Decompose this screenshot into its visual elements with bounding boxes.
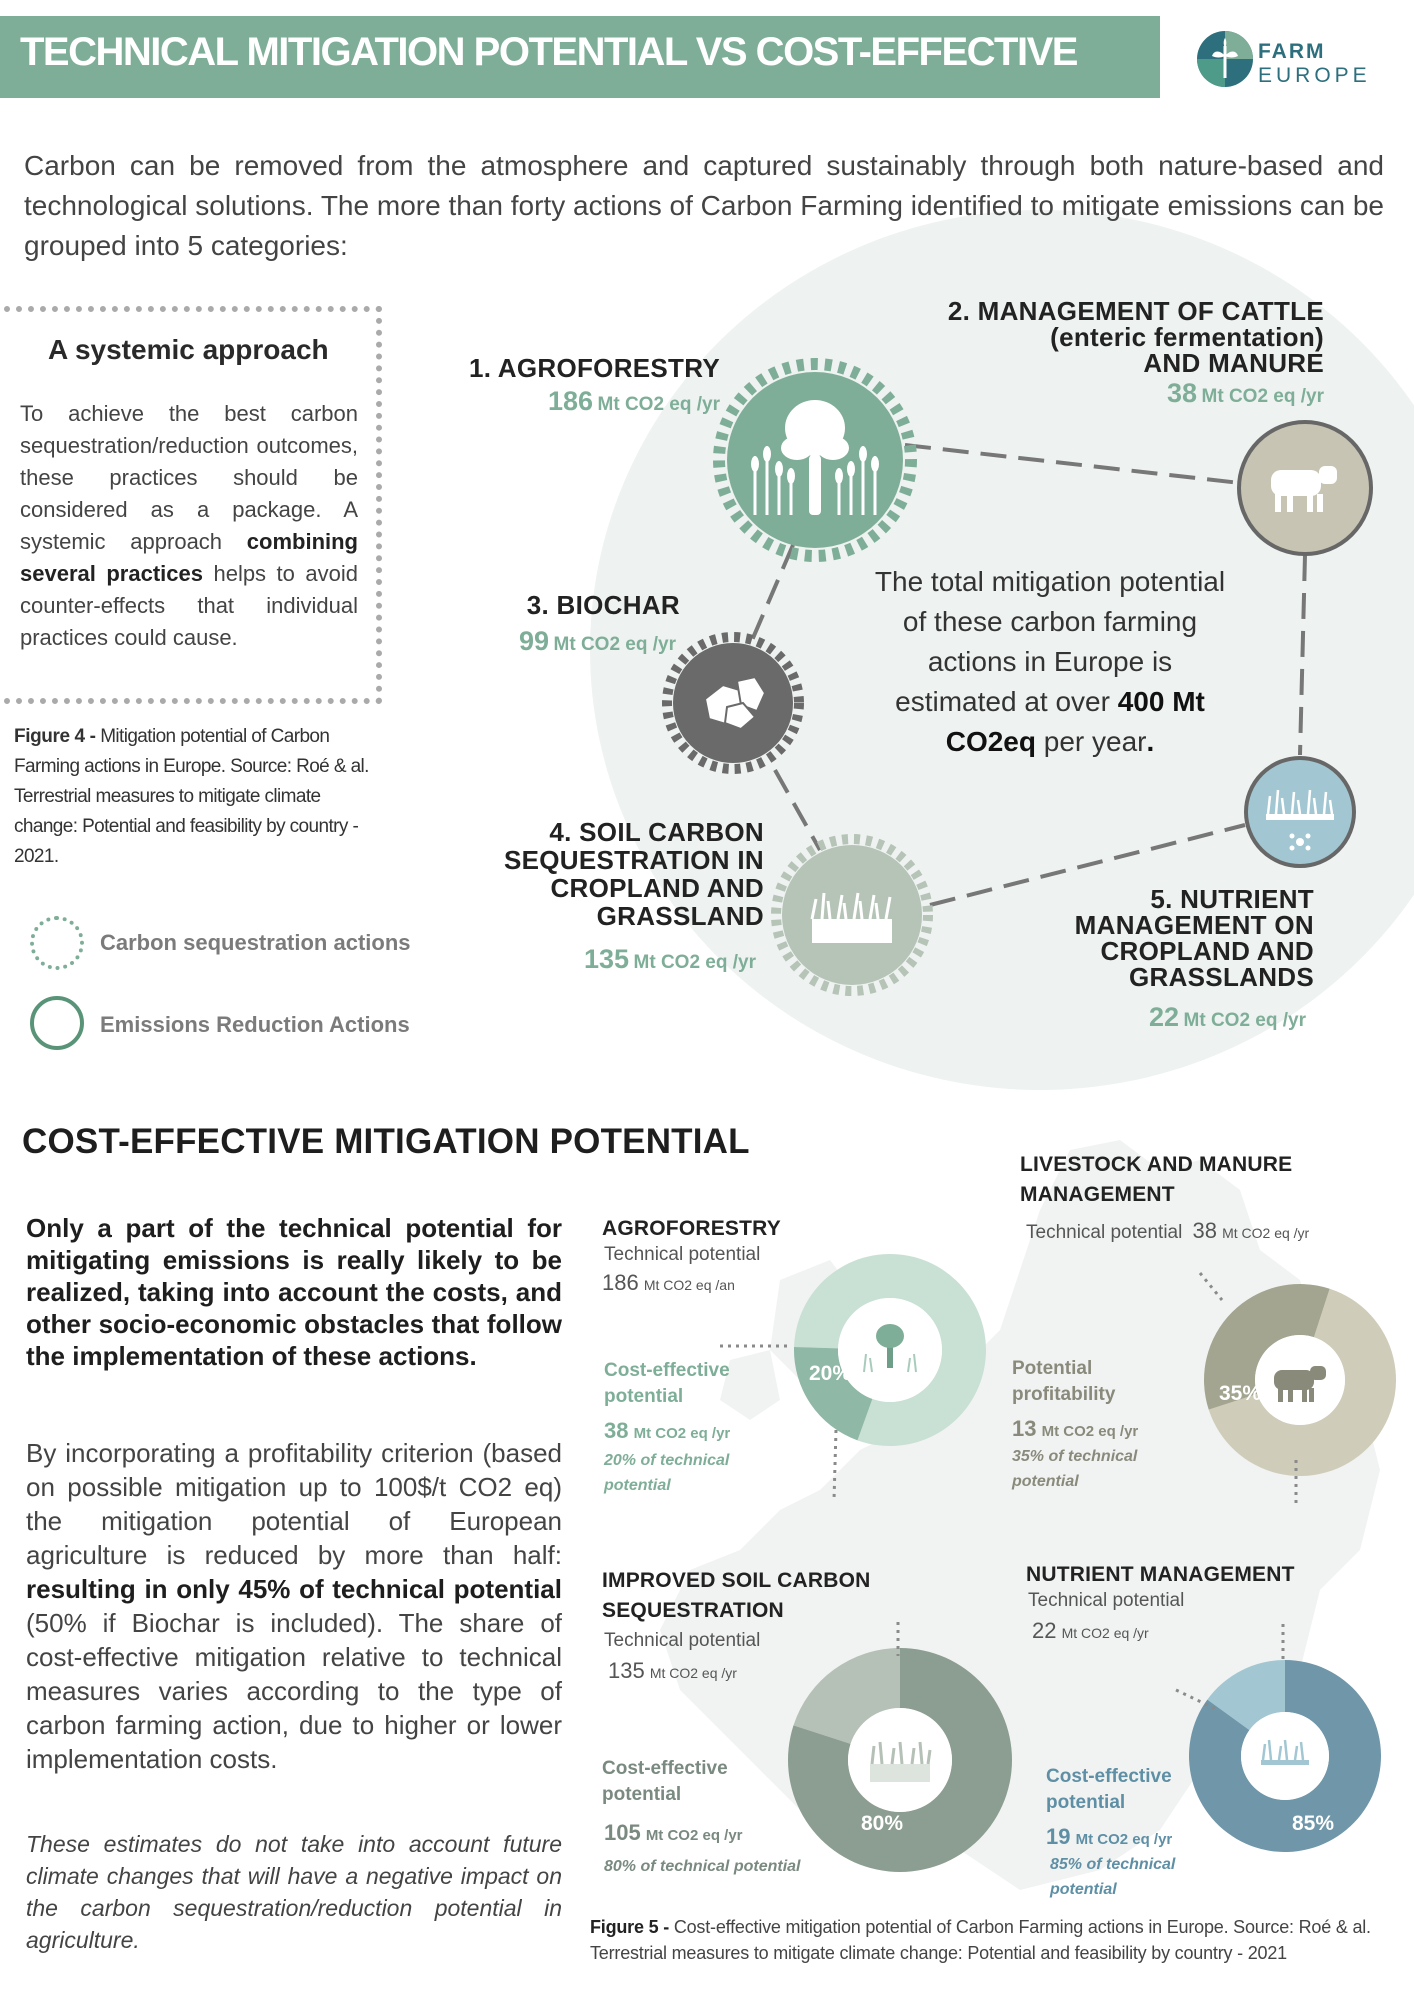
ce-livestock-title: LIVESTOCK AND MANURE MANAGEMENT (1020, 1153, 1293, 1206)
ce-agroforestry-title: AGROFORESTRY (602, 1217, 781, 1240)
donut-soil-center (848, 1708, 952, 1812)
legend-reduction-label: Emissions Reduction Actions (100, 1012, 410, 1037)
category-nutrient-value: 22 Mt CO2 eq /yr (1149, 1002, 1306, 1032)
donut-livestock (1204, 1284, 1396, 1476)
ce-soil-tech-value: 135 Mt CO2 eq /yr (608, 1658, 737, 1683)
section-title-cost-effective: COST-EFFECTIVE MITIGATION POTENTIAL (22, 1122, 750, 1161)
category-soil-carbon-value: 135 Mt CO2 eq /yr (584, 944, 756, 974)
ce-soil-title: IMPROVED SOIL CARBON SEQUESTRATION (602, 1569, 871, 1622)
donut-nutrient-center (1241, 1712, 1329, 1800)
ce-soil-tech-label: Technical potential (604, 1630, 761, 1651)
ce-livestock-ce-label: Potential profitability (1012, 1358, 1116, 1405)
ce-nutrient-ce-label: Cost-effective potential (1046, 1766, 1172, 1813)
donut-nutrient-pct-label: 85% (1291, 1812, 1335, 1835)
category-agroforestry-title: 1. AGROFORESTRY (468, 353, 720, 383)
ce-soil-pct-text: 80% of technical potential (604, 1858, 801, 1875)
legend-sequestration-label: Carbon sequestration actions (100, 930, 411, 955)
estimates-note: These estimates do not take into account future climate changes that will have a negative impact on the carbon sequestration/reduction potential in agriculture. (26, 1831, 562, 1953)
category-soil-carbon-title: 4. SOIL CARBON SEQUESTRATION IN CROPLAND AND GRASSLAND (503, 817, 764, 931)
systemic-approach-text: To achieve the best carbon sequestration/reduction outcomes, these practices should be considered as a package. A systemic approach combining several practices helps to avoid counter-effects that individual practices could cause. (20, 401, 359, 650)
systemic-approach-title: A systemic approach (48, 334, 329, 365)
body-paragraph: By incorporating a profitability criterion (based on possible mitigation up to 100$/t CO2 eq) the mitigation potential of European agriculture is reduced by more than half: resulting in only 45% of technical potential (50% if Biochar is included). The share of cost-effective mitigation relative to technical measures varies according to the type of carbon farming action, due to higher or lower implementation costs. (26, 1438, 562, 1774)
figure-4-caption: Figure 4 - Mitigation potential of Carbon Farming actions in Europe. Source: Roé & al. Terrestrial measures to mitigate climate change: Potential and feasibility by country - 2021. (14, 726, 369, 867)
donut-livestock-pct-label: 35% (1218, 1382, 1262, 1405)
category-cattle-title: 2. MANAGEMENT OF CATTLE (enteric fermentation) AND MANURE (947, 296, 1324, 378)
logo-text-europe: EUROPE (1258, 64, 1371, 87)
donut-soil-pct-label: 80% (860, 1812, 904, 1835)
ce-agroforestry-ce-value: 38 Mt CO2 eq /yr (604, 1418, 731, 1443)
category-agroforestry-value: 186 Mt CO2 eq /yr (548, 386, 720, 416)
lead-paragraph: Only a part of the technical potential for mitigating emissions is really likely to be realized, taking into account the costs, and other socio-economic obstacles that follow the implementation of these actions. (26, 1213, 562, 1371)
ce-nutrient-pct-text: 85% of technical potential (1050, 1856, 1176, 1898)
donut-nutrient (1189, 1660, 1381, 1852)
ce-livestock-ce-value: 13 Mt CO2 eq /yr (1012, 1416, 1139, 1441)
logo-text-farm: FARM (1258, 40, 1326, 63)
ce-agroforestry-tech-value: 186 Mt CO2 eq /an (602, 1270, 735, 1295)
donut-agroforestry (794, 1254, 986, 1446)
ce-agroforestry-tech-label: Technical potential (604, 1244, 761, 1265)
figure-5-caption: Figure 5 - Cost-effective mitigation potential of Carbon Farming actions in Europe. Source: Roé & al. Terrestrial measures to mitigate climate change: Potential and feasibility by country - 2021 (590, 1917, 1371, 1963)
ce-agroforestry-ce-label: Cost-effective potential (604, 1360, 730, 1407)
donut-soil (788, 1648, 1012, 1872)
ce-livestock-tech-row: Technical potential 38 Mt CO2 eq /yr (1026, 1218, 1310, 1243)
category-cattle-value: 38 Mt CO2 eq /yr (1167, 378, 1324, 408)
ce-nutrient-tech-label: Technical potential (1028, 1590, 1185, 1611)
category-biochar-value: 99 Mt CO2 eq /yr (519, 626, 676, 656)
ce-agroforestry-pct-text: 20% of technical potential (604, 1452, 730, 1494)
ce-livestock-pct-text: 35% of technical potential (1012, 1448, 1138, 1490)
ce-nutrient-tech-value: 22 Mt CO2 eq /yr (1032, 1618, 1149, 1643)
ce-soil-ce-label: Cost-effective potential (602, 1758, 728, 1805)
intro-paragraph: Carbon can be removed from the atmosphere and captured sustainably through both nature-based and technological solutions. The more than forty actions of Carbon Farming identified to mitigate emissions can be grouped into 5 categories: (24, 150, 1384, 261)
ce-nutrient-title: NUTRIENT MANAGEMENT (1026, 1563, 1295, 1586)
page-title: TECHNICAL MITIGATION POTENTIAL VS COST-EFFECTIVE (20, 30, 1077, 74)
donut-agroforestry-pct-label: 20% (808, 1362, 852, 1385)
total-potential-text: The total mitigation potential of these carbon farming actions in Europe is estimated at over 400 Mt CO2eq per year. (874, 566, 1226, 757)
category-biochar-title: 3. BIOCHAR (526, 590, 680, 620)
category-nutrient-title: 5. NUTRIENT MANAGEMENT ON CROPLAND AND GRASSLANDS (1074, 884, 1314, 992)
ce-nutrient-ce-value: 19 Mt CO2 eq /yr (1046, 1824, 1173, 1849)
ce-soil-ce-value: 105 Mt CO2 eq /yr (604, 1820, 743, 1845)
